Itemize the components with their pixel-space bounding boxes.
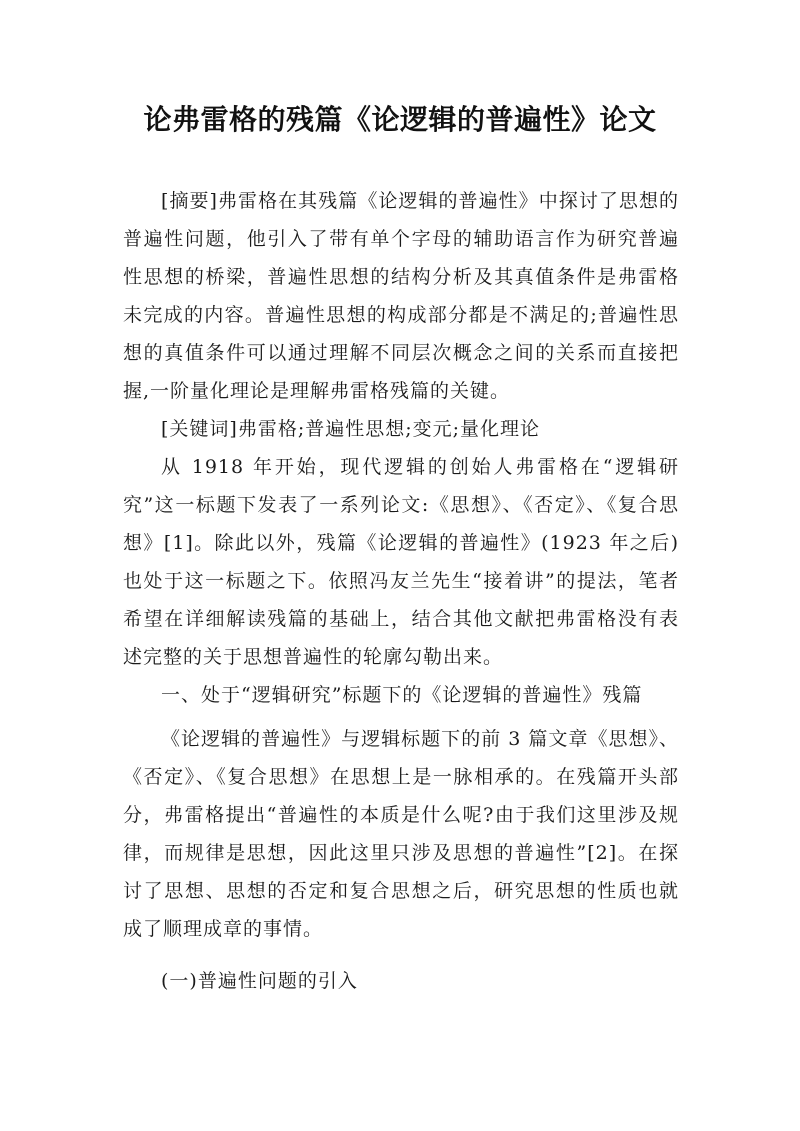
abstract-paragraph: [摘要]弗雷格在其残篇《论逻辑的普遍性》中探讨了思想的普遍性问题，他引入了带有单个字母的辅助语言作为研究普遍性思想的桥梁，普遍性思想的结构分析及其真值条件是弗雷格未完成的内容。普遍性思想的构成部分都是不满足的;普遍性思想的真值条件可以通过理解不同层次概念之间的关系而直接把握,一阶量化理论是理解弗雷格残篇的关键。	[123, 190, 679, 402]
document-body	[123, 182, 679, 1000]
keywords-paragraph: [关键词]弗雷格;普遍性思想;变元;量化理论	[161, 418, 541, 440]
section-paragraph: 《论逻辑的普遍性》与逻辑标题下的前 3 篇文章《思想》、《否定》、《复合思想》在思想上是一脉相承的。在残篇开头部分，弗雷格提出“普遍性的本质是什么呢?由于我们这里涉及规律，而规律是思想，因此这里只涉及思想的普遍性”[2]。在探讨了思想、思想的否定和复合思想之后，研究思想的性质也就成了顺理成章的事情。	[123, 728, 679, 940]
document-title: 论弗雷格的残篇《论逻辑的普遍性》论文	[143, 103, 657, 136]
intro-paragraph: 从 1918 年开始，现代逻辑的创始人弗雷格在“逻辑研究”这一标题下发表了一系列论文:《思想》、《否定》、《复合思想》[1]。除此以外，残篇《论逻辑的普遍性》(1923 年之后)也处于这一标题之下。依照冯友兰先生“接着讲”的提法，笔者希望在详细解读残篇的基础上，结合其他文献把弗雷格没有表述完整的关于思想普遍性的轮廓勾勒出来。	[123, 456, 679, 668]
subsection-heading: (一)普遍性问题的引入	[161, 970, 358, 992]
section-heading: 一、处于“逻辑研究”标题下的《论逻辑的普遍性》残篇	[161, 684, 643, 706]
